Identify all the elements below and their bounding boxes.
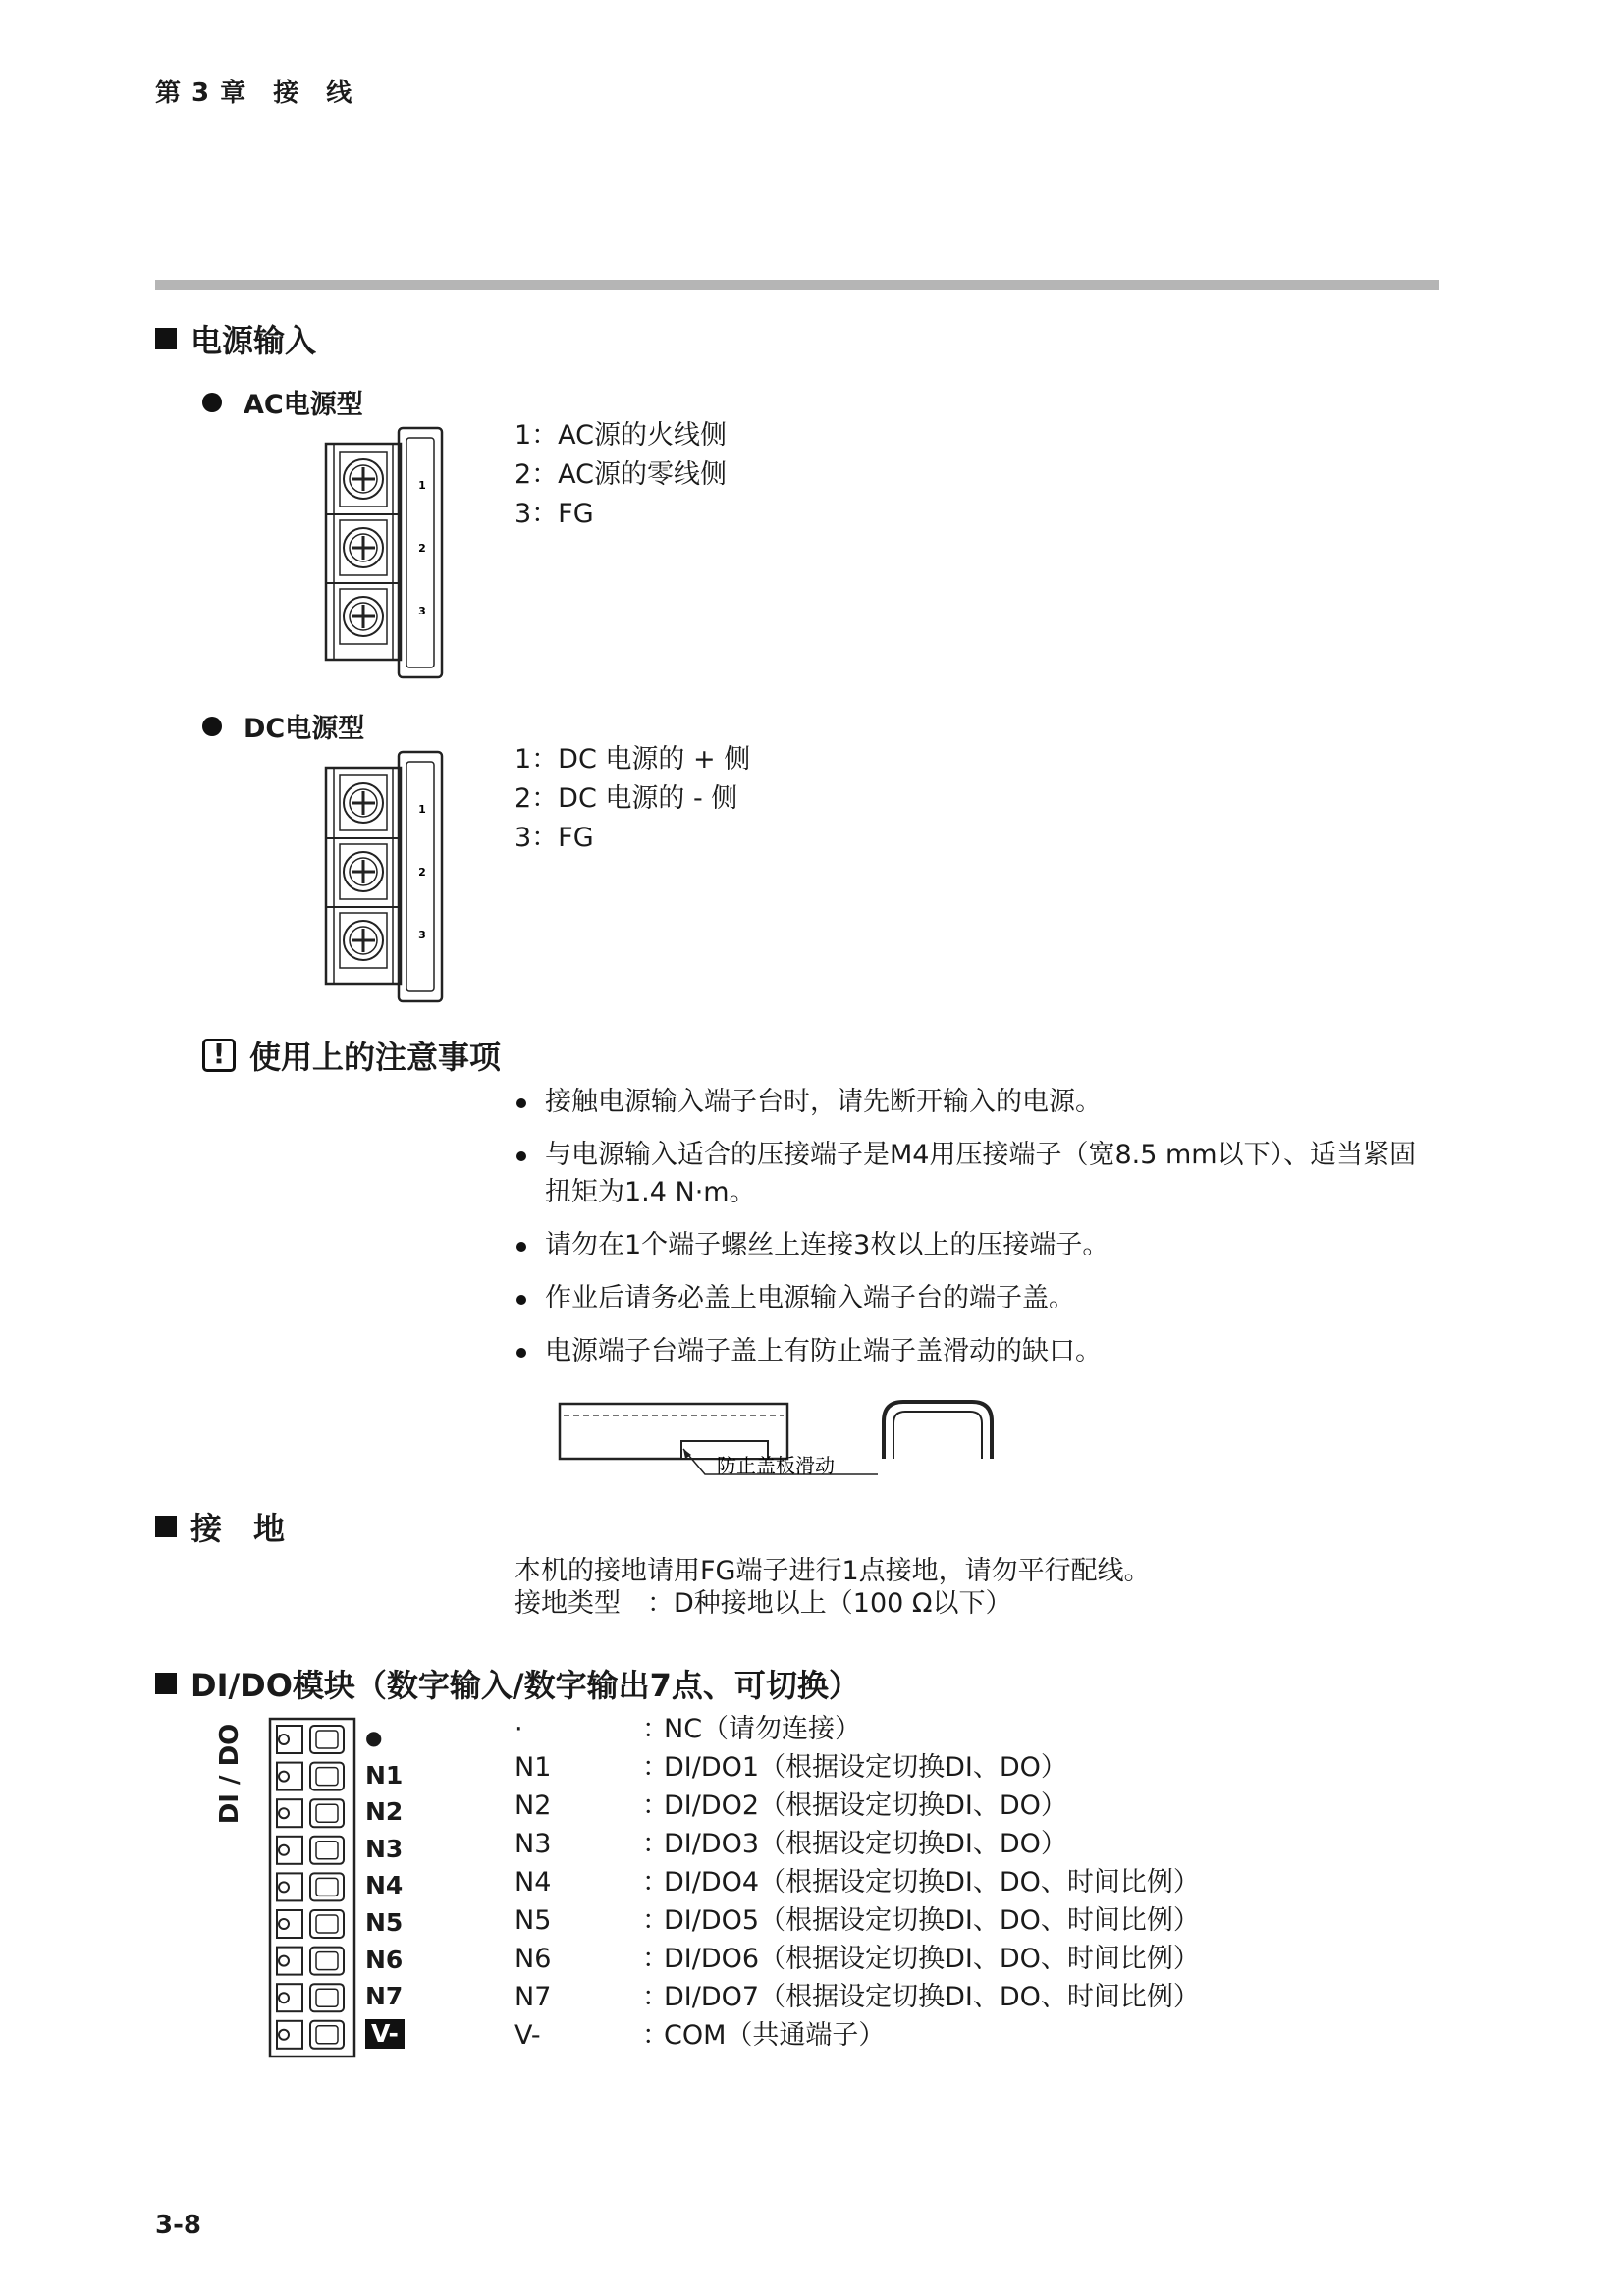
dido-terminal-diagram — [267, 1716, 357, 2059]
dido-row — [514, 1940, 1200, 1978]
ground-text — [514, 1555, 1151, 1620]
dido-row-desc: DI/DO5（根据设定切换DI、DO、时间比例） — [664, 1905, 1200, 1936]
dido-row-separator: ： — [642, 1714, 669, 1744]
dc-terminal-number-2: 2 — [418, 866, 426, 879]
dc-screw-3 — [340, 913, 387, 968]
dc-screw-1 — [340, 775, 387, 830]
dc-line-3: 3：FG — [514, 823, 594, 853]
dido-terminal-cell — [277, 1910, 344, 1938]
dc-terminal-descriptions — [514, 740, 750, 858]
ac-subtitle-text: AC电源型 — [244, 390, 363, 420]
dido-row-separator: ： — [642, 1905, 669, 1936]
ground-section-title — [155, 1504, 285, 1549]
dido-section-title — [155, 1661, 860, 1706]
caution-item: 电源端子台端子盖上有防止端子盖滑动的缺口。 — [513, 1333, 1435, 1370]
square-bullet-icon — [155, 1673, 177, 1694]
dido-row-key: N4 — [514, 1867, 552, 1897]
caution-item: 请勿在1个端子螺丝上连接3枚以上的压接端子。 — [513, 1227, 1435, 1264]
dido-terminal-labels — [365, 1720, 405, 2052]
ac-terminal-number-1: 1 — [418, 479, 426, 492]
dc-terminal-number-3: 3 — [418, 929, 426, 941]
dido-row-key: N2 — [514, 1790, 552, 1821]
dido-vertical-label-box — [210, 1720, 249, 1828]
ac-terminal-block-diagram — [322, 426, 446, 679]
ac-terminal-number-2: 2 — [418, 542, 426, 555]
dido-row-desc: DI/DO2（根据设定切换DI、DO） — [664, 1790, 1067, 1821]
cover-figure-label: 防止盖板滑动 — [717, 1454, 835, 1477]
dido-vertical-label: DI / DO — [215, 1723, 244, 1825]
dido-terminal-label-n4: N4 — [365, 1871, 404, 1900]
dido-row-separator: ： — [642, 1944, 669, 1974]
dc-terminal-block-diagram — [322, 750, 446, 1003]
dido-row — [514, 1863, 1200, 1901]
page-number: 3-8 — [155, 2211, 201, 2240]
caution-title — [202, 1033, 501, 1078]
dido-row-separator: ： — [642, 1982, 669, 2012]
ac-screw-1 — [340, 452, 387, 507]
dc-terminal-number-1: 1 — [418, 803, 426, 816]
ac-line-1: 1：AC源的火线侧 — [514, 420, 728, 451]
dido-row-desc: DI/DO6（根据设定切换DI、DO、时间比例） — [664, 1944, 1200, 1974]
dido-row-key: N5 — [514, 1905, 552, 1936]
dc-subtitle-text: DC电源型 — [244, 714, 365, 744]
dido-row-separator: ： — [642, 2020, 669, 2051]
caution-item: 与电源输入适合的压接端子是M4用压接端子（宽8.5 mm以下）、适当紧固扭矩为1.4 N·m。 — [513, 1137, 1435, 1211]
square-bullet-icon — [155, 1516, 177, 1537]
dido-terminal-cell — [277, 1799, 344, 1827]
terminal-cover-figure — [550, 1394, 1021, 1492]
caution-list — [513, 1084, 1435, 1386]
power-section-title — [155, 316, 316, 361]
dido-terminal-cell — [277, 1837, 344, 1864]
dido-row-key: · — [514, 1714, 523, 1744]
dido-row-desc: DI/DO7（根据设定切换DI、DO、时间比例） — [664, 1982, 1200, 2012]
dido-row-separator: ： — [642, 1867, 669, 1897]
dido-row — [514, 1787, 1200, 1825]
dc-line-2: 2：DC 电源的 - 侧 — [514, 783, 738, 814]
dido-terminal-label-n2: N2 — [365, 1797, 404, 1827]
dido-terminal-label-n6: N6 — [365, 1945, 404, 1974]
dido-row-desc: COM（共通端子） — [664, 2020, 886, 2051]
caution-item: 作业后请务必盖上电源输入端子台的端子盖。 — [513, 1280, 1435, 1317]
caution-item: 接触电源输入端子台时，请先断开输入的电源。 — [513, 1084, 1435, 1121]
dido-row — [514, 1978, 1200, 2016]
ac-terminal-descriptions — [514, 416, 727, 534]
ac-line-2: 2：AC源的零线侧 — [514, 459, 728, 490]
ground-line-1: 本机的接地请用FG端子进行1点接地，请勿平行配线。 — [514, 1556, 1151, 1586]
power-section-title-text: 电源输入 — [190, 322, 317, 359]
dido-row-separator: ： — [642, 1752, 669, 1783]
dido-terminal-cell — [277, 1763, 344, 1790]
round-bullet-icon — [202, 393, 222, 412]
dido-terminal-label-n1: N1 — [365, 1760, 404, 1789]
dido-row-key: N7 — [514, 1982, 552, 2012]
dido-row — [514, 1710, 1200, 1748]
ac-screw-2 — [340, 520, 387, 575]
dido-terminal-label-n7: N7 — [365, 1982, 404, 2011]
dido-terminal-cell — [277, 2021, 344, 2049]
dido-row — [514, 1901, 1200, 1940]
round-bullet-icon — [202, 717, 222, 736]
caution-title-text: 使用上的注意事项 — [249, 1039, 502, 1076]
ac-subtitle — [202, 383, 363, 421]
ground-line-2: 接地类型 ：D种接地以上（100 Ω以下） — [514, 1588, 1012, 1619]
ac-line-3: 3：FG — [514, 499, 594, 529]
ac-screw-3 — [340, 589, 387, 644]
dido-terminal-cell — [277, 1984, 344, 2011]
dc-line-1: 1：DC 电源的 + 侧 — [514, 744, 751, 774]
dido-row-separator: ： — [642, 1829, 669, 1859]
chapter-header: 第 3 章 接 线 — [155, 79, 353, 108]
dido-row — [514, 1748, 1200, 1787]
dido-terminal-label-n3: N3 — [365, 1834, 404, 1863]
dido-terminal-label-n5: N5 — [365, 1907, 404, 1937]
dido-row-key: V- — [514, 2020, 541, 2051]
dido-row-key: N1 — [514, 1752, 552, 1783]
dido-terminal-label-v-minus: V- — [365, 2019, 405, 2049]
dido-row-desc: DI/DO3（根据设定切换DI、DO） — [664, 1829, 1067, 1859]
dido-row-separator: ： — [642, 1790, 669, 1821]
dido-terminal-label-nc: ● — [365, 1726, 383, 1749]
dido-description-table — [514, 1710, 1200, 2055]
dido-row-key: N6 — [514, 1944, 552, 1974]
dido-section-title-text: DI/DO模块（数字输入/数字输出7点、可切换） — [190, 1667, 860, 1704]
square-bullet-icon — [155, 328, 177, 349]
dido-row-desc: DI/DO1（根据设定切换DI、DO） — [664, 1752, 1067, 1783]
dido-row — [514, 2016, 1200, 2055]
dido-row-key: N3 — [514, 1829, 552, 1859]
dido-terminal-cell — [277, 1726, 344, 1753]
dido-row — [514, 1825, 1200, 1863]
ground-section-title-text: 接 地 — [190, 1510, 286, 1547]
dc-screw-2 — [340, 844, 387, 899]
caution-exclamation-icon — [202, 1039, 236, 1072]
section-divider — [155, 280, 1439, 290]
dido-row-desc: NC（请勿连接） — [664, 1714, 862, 1744]
dido-terminal-cell — [277, 1873, 344, 1900]
dido-row-desc: DI/DO4（根据设定切换DI、DO、时间比例） — [664, 1867, 1200, 1897]
dido-terminal-cell — [277, 1948, 344, 1975]
ac-terminal-number-3: 3 — [418, 605, 426, 617]
dc-subtitle — [202, 707, 364, 745]
